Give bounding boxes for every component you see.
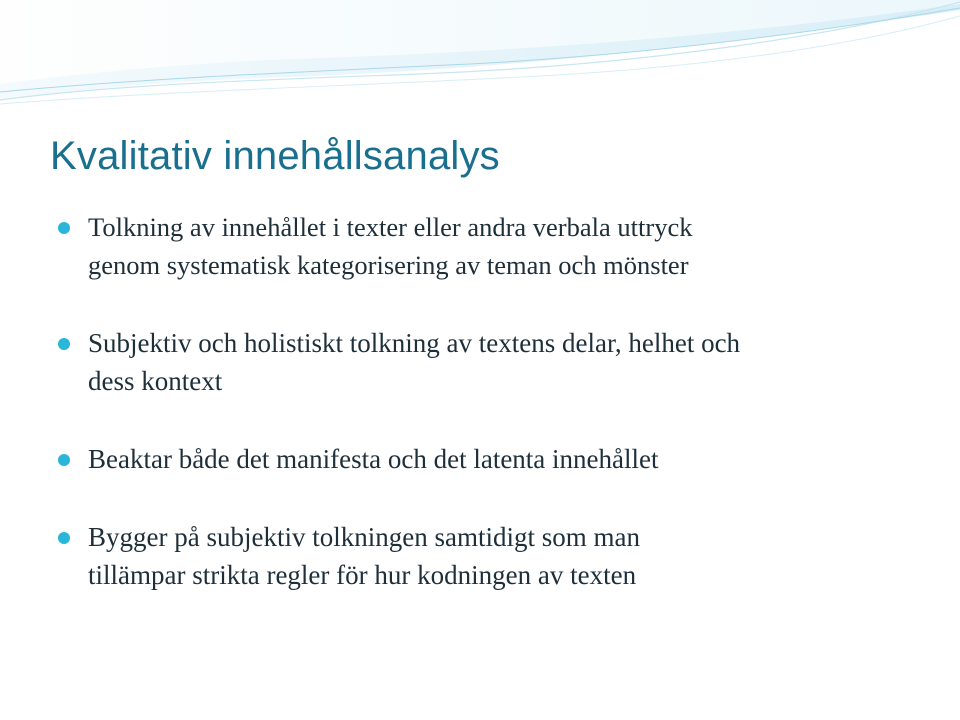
- bullet-item: [58, 324, 938, 400]
- bullet-dot-icon: [58, 222, 70, 234]
- bullet-text: Beaktar både det manifesta och det latenta innehållet: [88, 444, 659, 474]
- bullet-dot-icon: [58, 454, 70, 466]
- bullet-text: Subjektiv och holistiskt tolkning av textens delar, helhet och dess kontext: [88, 328, 741, 396]
- bullet-item: [58, 518, 938, 594]
- bullet-text: Bygger på subjektiv tolkningen samtidigt som man tillämpar strikta regler för hur kodningen av texten: [88, 522, 640, 590]
- bullet-item: [58, 208, 938, 284]
- header-wave-decoration: [0, 0, 960, 110]
- bullet-dot-icon: [58, 532, 70, 544]
- bullet-list: [58, 208, 938, 634]
- bullet-dot-icon: [58, 338, 70, 350]
- slide-title: Kvalitativ innehållsanalys: [50, 134, 500, 178]
- bullet-item: [58, 440, 938, 478]
- bullet-text: Tolkning av innehållet i texter eller andra verbala uttryck genom systematisk kategorisering av teman och mönster: [88, 212, 693, 280]
